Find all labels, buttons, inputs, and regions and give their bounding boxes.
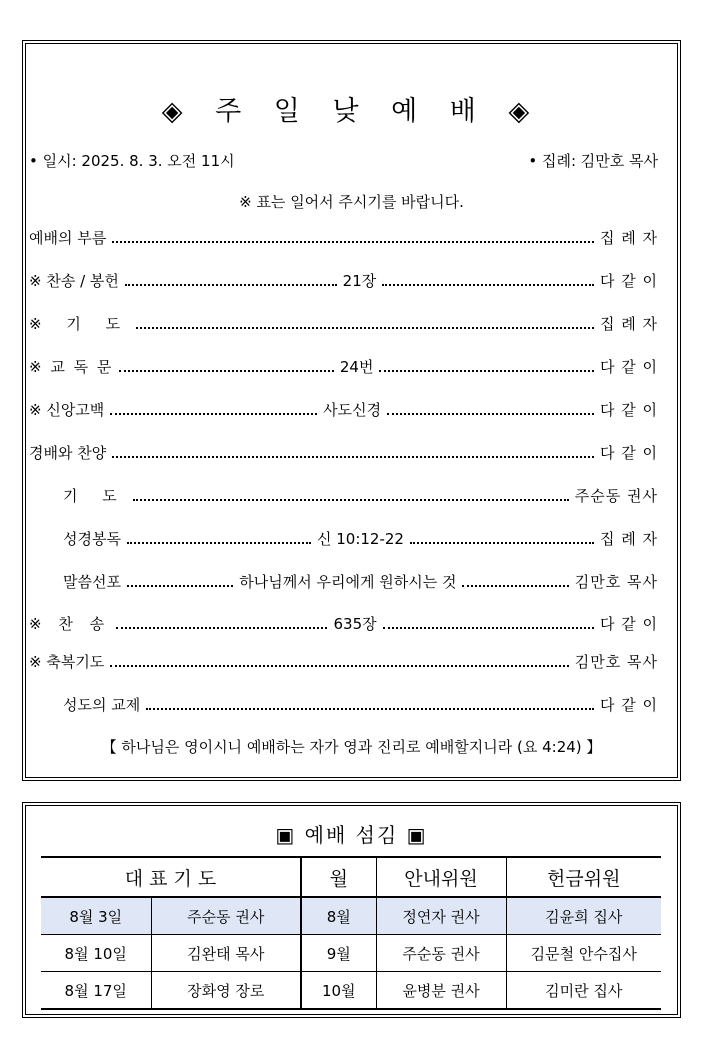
duty-title: ▣ 예배 섬김 ▣ [275,823,428,847]
dot-leader [387,413,594,415]
order-item-detail: 사도신경 [323,400,382,419]
usher: 윤병분 권사 [376,972,506,1010]
order-item [29,397,658,421]
order-item-label: 말씀선포 [63,572,121,591]
order-item-label: 예배의 부름 [29,228,107,247]
service-presider: • 집례: 김만호 목사 [528,152,658,170]
order-item-leader: 다 같 이 [599,357,658,376]
dot-leader [462,585,568,587]
dot-leader [112,456,594,458]
order-item-detail: 635장 [333,614,377,633]
prayer-date: 8월 17일 [41,972,151,1010]
order-item-leader: 다 같 이 [600,614,659,633]
header-month: 월 [301,857,376,897]
order-item [63,692,658,716]
dot-leader [110,665,568,667]
dot-leader [125,284,337,286]
order-item-detail: 하나님께서 우리에게 원하시는 것 [239,572,457,591]
duty-table [41,856,661,1010]
scripture-verse: 【 하나님은 영이시니 예배하는 자가 영과 진리로 예배할지니라 (요 4:24) 】 [101,738,602,756]
offering-member: 김문철 안수집사 [506,935,661,972]
table-row [41,972,661,1010]
duty-table-header [41,857,661,897]
standing-notice: ※ 표는 일어서 주시기를 바랍니다. [239,193,464,211]
dot-leader [383,627,594,629]
order-item-label: ※ 교 독 문 [29,357,114,376]
order-item-leader: 집 례 자 [600,529,659,548]
order-item-label: ※ 찬 송 [29,614,111,633]
order-item [29,649,658,673]
prayer-leader: 주순동 권사 [151,897,301,935]
order-item [29,440,658,464]
order-item [63,483,658,507]
order-item-leader: 김만호 목사 [574,652,658,671]
prayer-date: 8월 10일 [41,935,151,972]
dot-leader [133,499,569,501]
dot-leader [382,284,594,286]
order-item-leader: 다 같 이 [599,400,658,419]
order-item [29,611,658,635]
offering-member: 김윤희 집사 [506,897,661,935]
worship-title: ◈ 주 일 낮 예 배 ◈ [161,96,542,127]
prayer-leader: 김완태 목사 [151,935,301,972]
order-item-label: ※ 찬송 / 봉헌 [29,271,119,290]
worship-order-panel [22,40,681,781]
dot-leader [112,241,594,243]
header-offering: 헌금위원 [506,857,661,897]
prayer-leader: 장화영 장로 [151,972,301,1010]
order-item-detail: 21장 [342,271,377,290]
dot-leader [119,370,334,372]
order-item-leader: 김만호 목사 [574,572,659,591]
service-duty-panel [22,802,681,1018]
dot-leader [136,327,594,329]
dot-leader [379,370,594,372]
duty-month: 8월 [301,897,376,935]
prayer-date: 8월 3일 [41,897,151,935]
duty-month: 10월 [301,972,376,1010]
order-item-leader: 다 같 이 [600,271,659,290]
table-row [41,897,661,935]
header-prayer: 대 표 기 도 [41,857,301,897]
order-item-leader: 주순동 권사 [574,486,658,505]
order-item-leader: 다 같 이 [599,695,658,714]
order-item-label: ※ 기 도 [29,314,131,333]
dot-leader [146,708,594,710]
dot-leader [127,585,233,587]
order-item-leader: 집 례 자 [599,314,658,333]
order-item-detail: 신 10:12-22 [316,529,404,548]
order-item-leader: 집 례 자 [599,228,658,247]
order-item [63,526,658,550]
order-item-label: 경배와 찬양 [29,443,107,462]
order-item-leader: 다 같 이 [599,443,658,462]
order-item-label: 성경봉독 [63,529,121,548]
duty-month: 9월 [301,935,376,972]
order-item-label: 기 도 [63,486,127,505]
order-item [63,569,658,593]
header-usher: 안내위원 [376,857,506,897]
offering-member: 김미란 집사 [506,972,661,1010]
order-item-detail: 24번 [339,357,374,376]
order-item [29,354,658,378]
order-item-label: 성도의 교제 [63,695,141,714]
dot-leader [110,413,317,415]
order-item-label: ※ 축복기도 [29,652,105,671]
table-row [41,935,661,972]
order-item [29,311,658,335]
order-item-label: ※ 신앙고백 [29,400,105,419]
order-item [29,225,658,249]
order-item [29,268,658,292]
dot-leader [116,627,327,629]
usher: 주순동 권사 [376,935,506,972]
dot-leader [127,542,311,544]
service-date: • 일시: 2025. 8. 3. 오전 11시 [29,152,235,170]
dot-leader [410,542,594,544]
usher: 정연자 권사 [376,897,506,935]
